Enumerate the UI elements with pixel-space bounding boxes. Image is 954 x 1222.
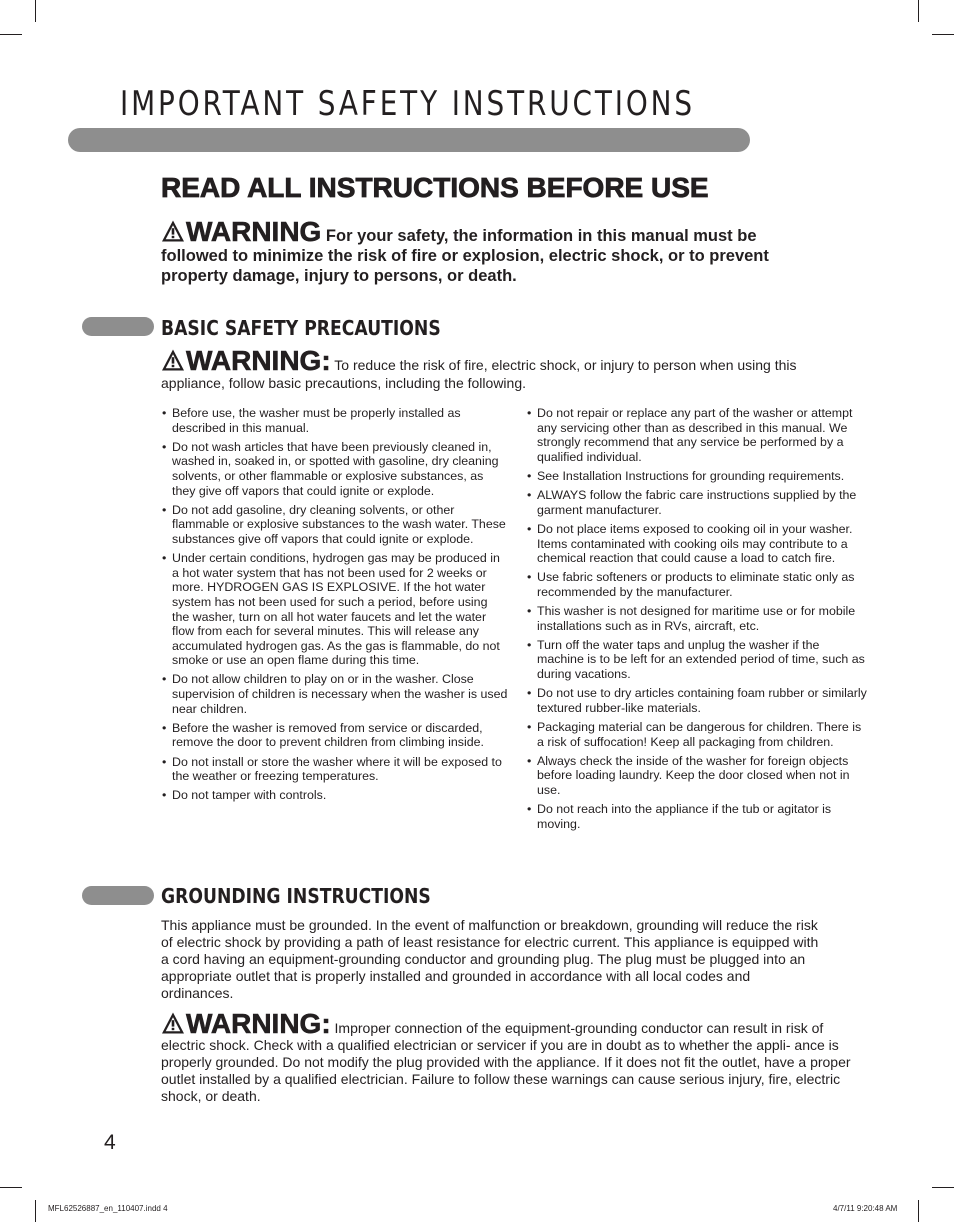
list-item (162, 721, 508, 750)
list-item (527, 802, 867, 831)
bullet-icon: • (162, 788, 167, 803)
list-item-text: See Installation Instructions for grounding requirements. (537, 468, 845, 483)
footer-timestamp: 4/7/11 9:20:48 AM (833, 1204, 898, 1213)
list-item (527, 469, 867, 484)
list-item (162, 755, 508, 784)
title-bar (68, 128, 750, 152)
list-item (527, 720, 867, 749)
list-item (527, 754, 867, 798)
bullet-icon: • (162, 439, 167, 454)
bullet-icon: • (162, 551, 167, 566)
list-item (527, 638, 867, 682)
precautions-list-right (527, 406, 867, 836)
list-item-text: Use fabric softeners or products to eliminate static only as recommended by the manufacturer. (537, 570, 855, 599)
warning-intro-text: For your safety, the information in this manual must be followed to minimize the risk of fire or explosion, electric shock, or to prevent property damage, injury to persons, or death. (161, 227, 769, 285)
crop-mark (0, 1187, 22, 1188)
bullet-icon: • (527, 604, 532, 619)
crop-mark (918, 0, 919, 22)
bullet-icon: • (527, 802, 532, 817)
list-item-text: Before the washer is removed from service or discarded, remove the door to prevent children from climbing inside. (172, 720, 484, 750)
list-item (162, 440, 508, 498)
crop-mark (932, 1187, 954, 1188)
list-item-text: Do not install or store the washer where it will be exposed to the weather or freezing temperatures. (172, 754, 502, 784)
bullet-icon: • (527, 406, 532, 420)
bullet-icon: • (527, 570, 532, 585)
crop-mark (35, 1200, 36, 1222)
warning-label: WARNING (186, 216, 322, 247)
crop-mark (0, 34, 22, 35)
list-item-text: Do not allow children to play on or in the washer. Close supervision of children is necessary when the washer is used near children. (172, 672, 508, 716)
list-item (527, 488, 867, 517)
bullet-icon: • (162, 720, 167, 735)
list-item (527, 686, 867, 715)
list-item (527, 604, 867, 633)
list-item-text: Packaging material can be dangerous for children. There is a risk of suffocation! Keep all packaging from children. (537, 720, 862, 749)
section-pill (82, 317, 154, 336)
list-item-text: Do not place items exposed to cooking oil in your washer. Items contaminated with cooking oils may contribute to a chemical reaction that could cause a load to catch fire. (537, 521, 853, 566)
crop-mark (918, 1200, 919, 1222)
bullet-icon: • (527, 488, 532, 503)
warning-label: WARNING: (186, 345, 331, 376)
list-item (527, 522, 867, 566)
list-item-text: ALWAYS follow the fabric care instructions supplied by the garment manufacturer. (537, 488, 857, 517)
list-item-text: Do not add gasoline, dry cleaning solvents, or other flammable or explosive substances to the wash water. These substances give off vapors that could ignite or explode. (172, 502, 506, 546)
bullet-icon: • (527, 468, 532, 483)
bullet-icon: • (162, 672, 167, 687)
crop-mark (932, 34, 954, 35)
list-item-text: Do not wash articles that have been previously cleaned in, washed in, soaked in, or spotted with gasoline, dry cleaning solvents, or other flammable or explosive substances, as they give off vapors that could ignite or explode. (172, 439, 499, 498)
list-item (162, 551, 508, 668)
bullet-icon: • (527, 521, 532, 536)
list-item-text: Do not use to dry articles containing foam rubber or similarly textured rubber-like materials. (537, 686, 867, 715)
warning-triangle-icon (161, 219, 185, 243)
list-item (162, 503, 508, 547)
basic-safety-warning (161, 345, 861, 392)
grounding-body: This appliance must be grounded. In the event of malfunction or breakdown, grounding will reduce the risk of electric shock by providing a path of least resistance for electric current. This appliance is equipped with a cord having an equipment-grounding conductor and grounding plug. The plug must be plugged into an appropriate outlet that is properly installed and grounded in accordance with all local codes and ordinances. (161, 917, 819, 1001)
list-item-text: Before use, the washer must be properly installed as described in this manual. (172, 406, 461, 435)
list-item-text: Turn off the water taps and unplug the washer if the machine is to be left for an extended period of time, such as during vacations. (537, 637, 865, 682)
footer-file-info: MFL62526887_en_110407.indd 4 (48, 1204, 168, 1213)
list-item-text: Do not repair or replace any part of the washer or attempt any servicing other than as described in this manual. We strongly recommend that any service be performed by a qualified individual. (537, 406, 853, 464)
list-item (162, 406, 508, 435)
list-item (162, 672, 508, 716)
safety-warning-intro (161, 216, 821, 286)
bullet-icon: • (527, 686, 532, 701)
list-item (162, 788, 508, 803)
list-item-text: Do not tamper with controls. (172, 788, 327, 803)
grounding-warning-text: Improper connection of the equipment-grounding conductor can result in risk of electric shock. Check with a qualified electrician or servicer if you are in doubt as to whether the appli- ance is properly grounded. Do not modify the plug provided with the appliance. If it does not fit the outlet, have a proper outlet installed by a qualified electrician. Failure to follow these warnings can cause serious injury, fire, electric shock, or death. (161, 1020, 851, 1104)
list-item-text: Always check the inside of the washer for foreign objects before loading laundry. Keep the door closed when not in use. (537, 753, 850, 797)
basic-safety-heading: BASIC SAFETY PRECAUTIONS (161, 316, 441, 340)
page-number: 4 (104, 1131, 116, 1154)
bullet-icon: • (527, 637, 532, 652)
section-pill (82, 886, 154, 905)
bullet-icon: • (162, 754, 167, 769)
bullet-icon: • (527, 720, 532, 735)
bullet-icon: • (162, 502, 167, 517)
warning-triangle-icon (161, 1011, 185, 1035)
read-all-heading: READ ALL INSTRUCTIONS BEFORE USE (161, 172, 709, 203)
basic-safety-warning-text: To reduce the risk of fire, electric shock, or injury to person when using this appliance, follow basic precautions, including the following. (161, 357, 797, 391)
warning-label: WARNING: (186, 1008, 331, 1039)
crop-mark (35, 0, 36, 22)
list-item-text: This washer is not designed for maritime use or for mobile installations such as in RVs, aircraft, etc. (537, 604, 856, 633)
list-item-text: Do not reach into the appliance if the tub or agitator is moving. (537, 802, 832, 831)
list-item (527, 406, 867, 464)
bullet-icon: • (527, 753, 532, 768)
grounding-heading: GROUNDING INSTRUCTIONS (161, 884, 431, 908)
page-title: IMPORTANT SAFETY INSTRUCTIONS (120, 84, 695, 124)
bullet-icon: • (162, 406, 167, 420)
list-item (527, 570, 867, 599)
list-item-text: Under certain conditions, hydrogen gas may be produced in a hot water system that has not been used for 2 weeks or more. HYDROGEN GAS IS EXPLOSIVE. If the hot water system has not been used for such a period, before using the washer, turn on all hot water faucets and let the water flow from each for several minutes. This will release any accumulated hydrogen gas. As the gas is flammable, do not smoke or use an open flame during this time. (172, 551, 500, 668)
grounding-warning (161, 1008, 861, 1105)
precautions-list-left (162, 406, 508, 808)
warning-triangle-icon (161, 348, 185, 372)
